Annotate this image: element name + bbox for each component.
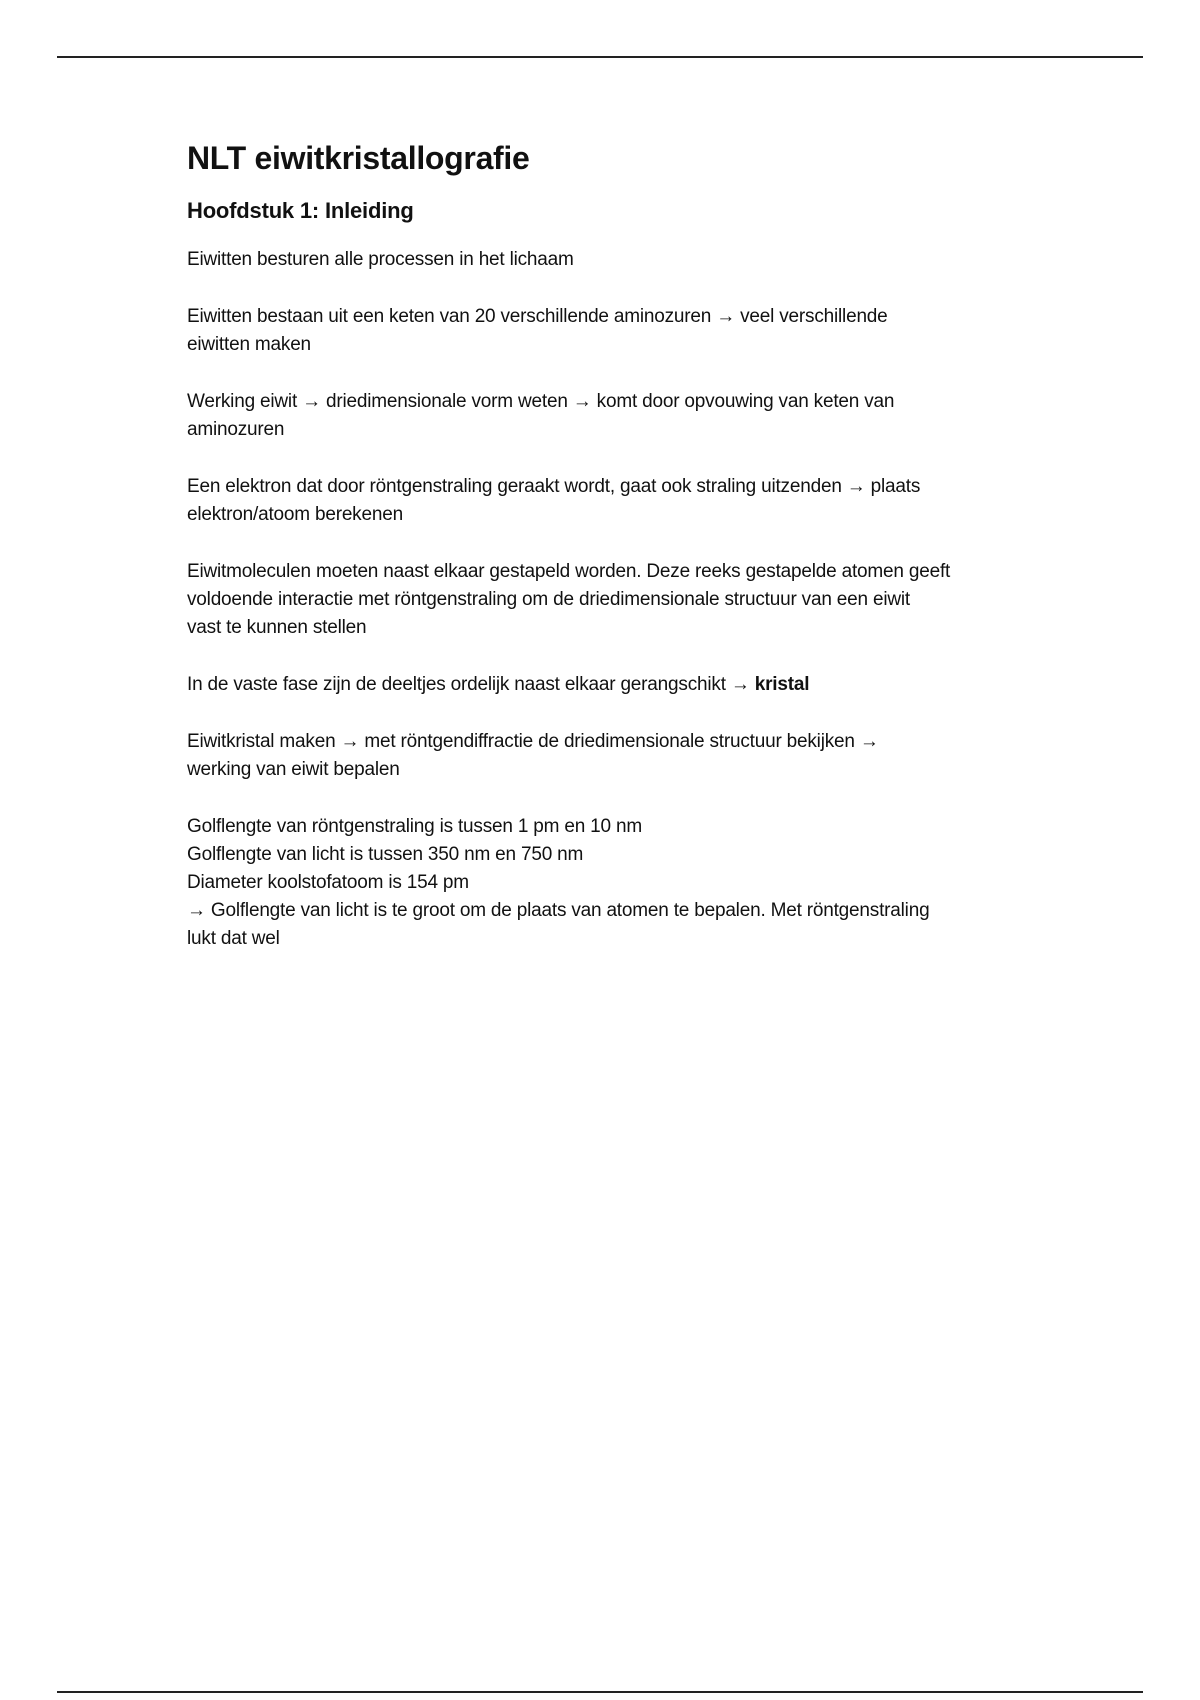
paragraph — [187, 303, 1067, 359]
text-line: elektron/atoom berekenen — [187, 504, 403, 525]
text-line: vast te kunnen stellen — [187, 617, 367, 638]
paragraph — [187, 473, 1067, 529]
text-line: Golflengte van röntgenstraling is tussen 1 pm en 10 nm — [187, 816, 642, 837]
text-line: werking van eiwit bepalen — [187, 759, 400, 780]
document-title: NLT eiwitkristallografie — [187, 140, 530, 176]
bold-term: kristal — [754, 674, 810, 695]
text-line: Een elektron dat door röntgenstraling geraakt wordt, gaat ook straling uitzenden → plaats — [187, 476, 921, 497]
paragraph — [187, 388, 1067, 444]
text-line — [187, 671, 1067, 699]
text-line: Eiwitten bestaan uit een keten van 20 verschillende aminozuren → veel verschillende — [187, 306, 888, 327]
paragraph — [187, 246, 1067, 274]
text-line: Werking eiwit → driedimensionale vorm weten → komt door opvouwing van keten van — [187, 391, 895, 412]
text-line: eiwitten maken — [187, 334, 311, 355]
text-line: Golflengte van licht is tussen 350 nm en 750 nm — [187, 844, 584, 865]
document-body — [187, 136, 1067, 953]
text-line: → Golflengte van licht is te groot om de plaats van atomen te bepalen. Met röntgenstraling — [187, 900, 930, 921]
text-line: aminozuren — [187, 419, 285, 440]
paragraph — [187, 813, 1067, 953]
chapter-heading: Hoofdstuk 1: Inleiding — [187, 198, 414, 223]
text-segment: In de vaste fase zijn de deeltjes ordelijk naast elkaar gerangschikt → — [187, 674, 755, 695]
text-line: Eiwitkristal maken → met röntgendiffractie de driedimensionale structuur bekijken → — [187, 731, 879, 752]
text-line: Diameter koolstofatoom is 154 pm — [187, 872, 469, 893]
footer-rule — [57, 1691, 1143, 1693]
text-line: Eiwitmoleculen moeten naast elkaar gestapeld worden. Deze reeks gestapelde atomen geeft — [187, 561, 951, 582]
text-line: lukt dat wel — [187, 928, 280, 949]
paragraph — [187, 558, 1067, 642]
paragraph — [187, 728, 1067, 784]
header-rule — [57, 56, 1143, 58]
text-line: Eiwitten besturen alle processen in het lichaam — [187, 249, 574, 270]
text-line: voldoende interactie met röntgenstraling om de driedimensionale structuur van een eiwit — [187, 589, 910, 610]
paragraph — [187, 671, 1067, 699]
